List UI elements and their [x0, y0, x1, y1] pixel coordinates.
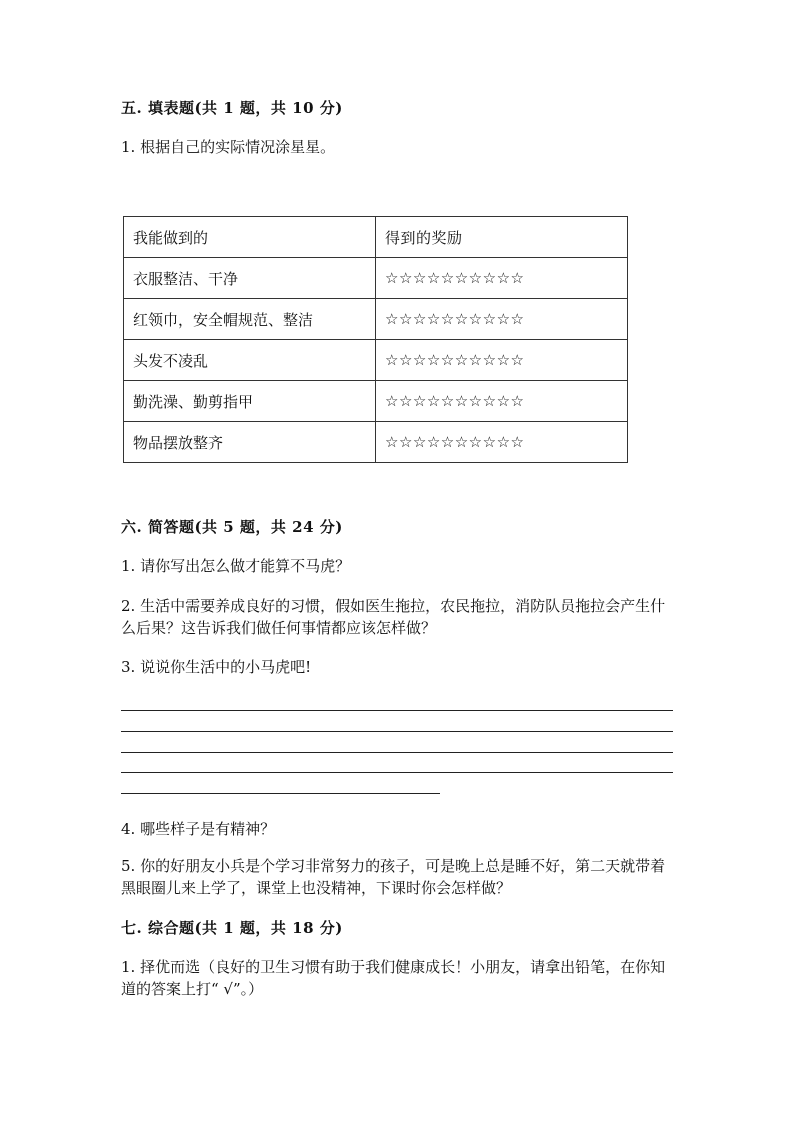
- answer-line[interactable]: [121, 793, 440, 794]
- question-6-5: 5. 你的好朋友小兵是个学习非常努力的孩子，可是晚上总是睡不好，第二天就带着黑眼圈儿来上学了，课堂上也没精神，下课时你会怎样做？: [121, 857, 666, 897]
- answer-line[interactable]: [121, 772, 673, 773]
- table-header-cell: 得到的奖励: [376, 217, 628, 258]
- question-6-2: 2. 生活中需要养成良好的习惯，假如医生拖拉，农民拖拉，消防队员拖拉会产生什么后果？这告诉我们做任何事情都应该怎样做？: [121, 597, 666, 637]
- table-cell-item: 勤洗澡、勤剪指甲: [124, 381, 376, 422]
- answer-line[interactable]: [121, 752, 673, 753]
- table-cell-item: 红领巾，安全帽规范、整洁: [124, 299, 376, 340]
- table-cell-stars: ☆☆☆☆☆☆☆☆☆☆: [376, 340, 628, 381]
- question-7-1: 1. 择优而选（良好的卫生习惯有助于我们健康成长！小朋友，请拿出铅笔，在你知道的答案上打“ √”。）: [121, 958, 666, 998]
- table-cell-item: 物品摆放整齐: [124, 422, 376, 463]
- table-row: [124, 381, 628, 422]
- table-cell-item: 衣服整洁、干净: [124, 258, 376, 299]
- section-6-heading: 六. 简答题(共 5 题，共 24 分): [121, 518, 343, 536]
- section-5-heading: 五. 填表题(共 1 题，共 10 分): [121, 99, 343, 117]
- question-6-1: 1. 请你写出怎么做才能算不马虎？: [121, 557, 351, 575]
- table-cell-stars: ☆☆☆☆☆☆☆☆☆☆: [376, 381, 628, 422]
- table-header-cell: 我能做到的: [124, 217, 376, 258]
- table-row: [124, 258, 628, 299]
- table-row: [124, 299, 628, 340]
- question-5-1: 1. 根据自己的实际情况涂星星。: [121, 138, 336, 156]
- star-table: [123, 216, 628, 463]
- table-cell-stars: ☆☆☆☆☆☆☆☆☆☆: [376, 258, 628, 299]
- table-row: [124, 422, 628, 463]
- table-cell-stars: ☆☆☆☆☆☆☆☆☆☆: [376, 422, 628, 463]
- answer-line[interactable]: [121, 710, 673, 711]
- question-6-4: 4. 哪些样子是有精神？: [121, 820, 276, 838]
- section-7-heading: 七. 综合题(共 1 题，共 18 分): [121, 919, 343, 937]
- table-row: [124, 340, 628, 381]
- table-cell-item: 头发不凌乱: [124, 340, 376, 381]
- answer-line[interactable]: [121, 731, 673, 732]
- table-cell-stars: ☆☆☆☆☆☆☆☆☆☆: [376, 299, 628, 340]
- table-header-row: [124, 217, 628, 258]
- question-6-3: 3. 说说你生活中的小马虎吧!: [121, 658, 312, 676]
